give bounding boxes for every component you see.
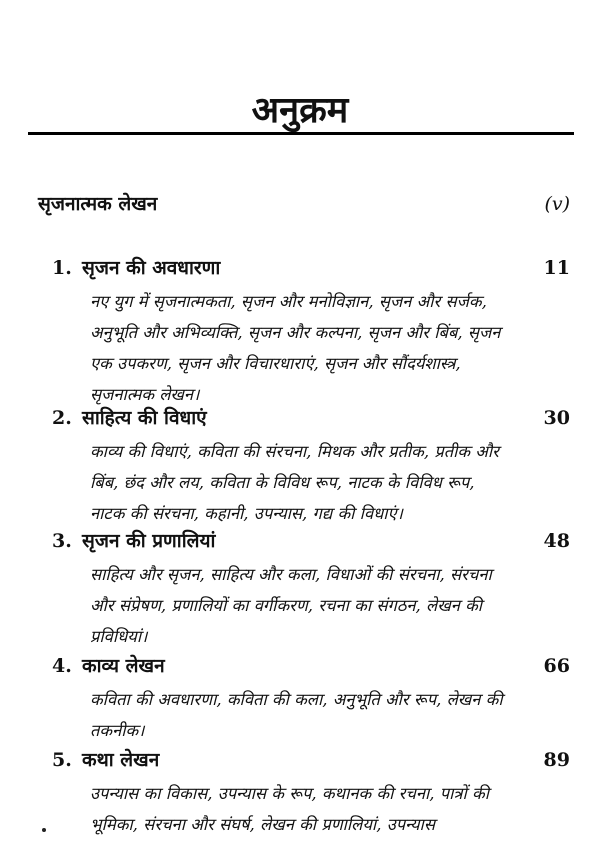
page-title: अनुक्रम bbox=[251, 89, 349, 131]
chapter-page-number: 11 bbox=[543, 257, 570, 279]
chapter-number: 4. bbox=[52, 655, 72, 677]
chapter-number: 2. bbox=[52, 407, 72, 429]
chapter-description: साहित्य और सृजन, साहित्य और कला, विधाओं की संरचना, संरचना और संप्रेषण, प्रणालियों का वर्गीकरण, रचना का संगठन, लेखन की प्रविधियां। bbox=[90, 565, 492, 646]
chapter-title: साहित्य की विधाएं bbox=[82, 407, 207, 429]
intro-page-number: (v) bbox=[544, 193, 570, 215]
chapter-entry-1 bbox=[52, 254, 570, 410]
intro-label: सृजनात्मक लेखन bbox=[38, 193, 158, 215]
chapter-title: काव्य लेखन bbox=[82, 655, 165, 677]
chapter-title: कथा लेखन bbox=[82, 749, 160, 771]
chapter-description: नए युग में सृजनात्मकता, सृजन और मनोविज्ञान, सृजन और सर्जक, अनुभूति और अभिव्यक्ति, सृजन और कल्पना, सृजन और बिंब, सृजन एक उपकरण, सृजन और विचारधाराएं, सृजन और सौंदर्यशास्त्र, सृजनात्मक लेखन। bbox=[90, 292, 501, 404]
chapter-page-number: 30 bbox=[543, 407, 570, 429]
chapter-title: सृजन की अवधारणा bbox=[82, 257, 221, 279]
chapter-page-number: 89 bbox=[543, 749, 570, 771]
chapter-number: 5. bbox=[52, 749, 72, 771]
chapter-description: काव्य की विधाएं, कविता की संरचना, मिथक और प्रतीक, प्रतीक और बिंब, छंद और लय, कविता के विविध रूप, नाटक के विविध रूप, नाटक की संरचना, कहानी, उपन्यास, गद्य की विधाएं। bbox=[90, 442, 499, 523]
chapter-title: सृजन की प्रणालियां bbox=[82, 530, 216, 552]
print-speck bbox=[42, 828, 46, 832]
chapter-page-number: 66 bbox=[543, 655, 570, 677]
chapter-entry-4 bbox=[52, 652, 570, 746]
chapter-description: कविता की अवधारणा, कविता की कला, अनुभूति और रूप, लेखन की तकनीक। bbox=[90, 690, 503, 740]
chapter-entry-5 bbox=[52, 746, 570, 840]
chapter-page-number: 48 bbox=[543, 530, 570, 552]
chapter-description: उपन्यास का विकास, उपन्यास के रूप, कथानक की रचना, पात्रों की भूमिका, संरचना और संघर्ष, लेखन की प्रणालियां, उपन्यास bbox=[90, 784, 489, 834]
chapter-number: 1. bbox=[52, 257, 72, 279]
title-rule bbox=[28, 132, 574, 135]
intro-entry bbox=[38, 190, 570, 216]
chapter-entry-2 bbox=[52, 404, 570, 529]
chapter-number: 3. bbox=[52, 530, 72, 552]
chapter-entry-3 bbox=[52, 527, 570, 652]
